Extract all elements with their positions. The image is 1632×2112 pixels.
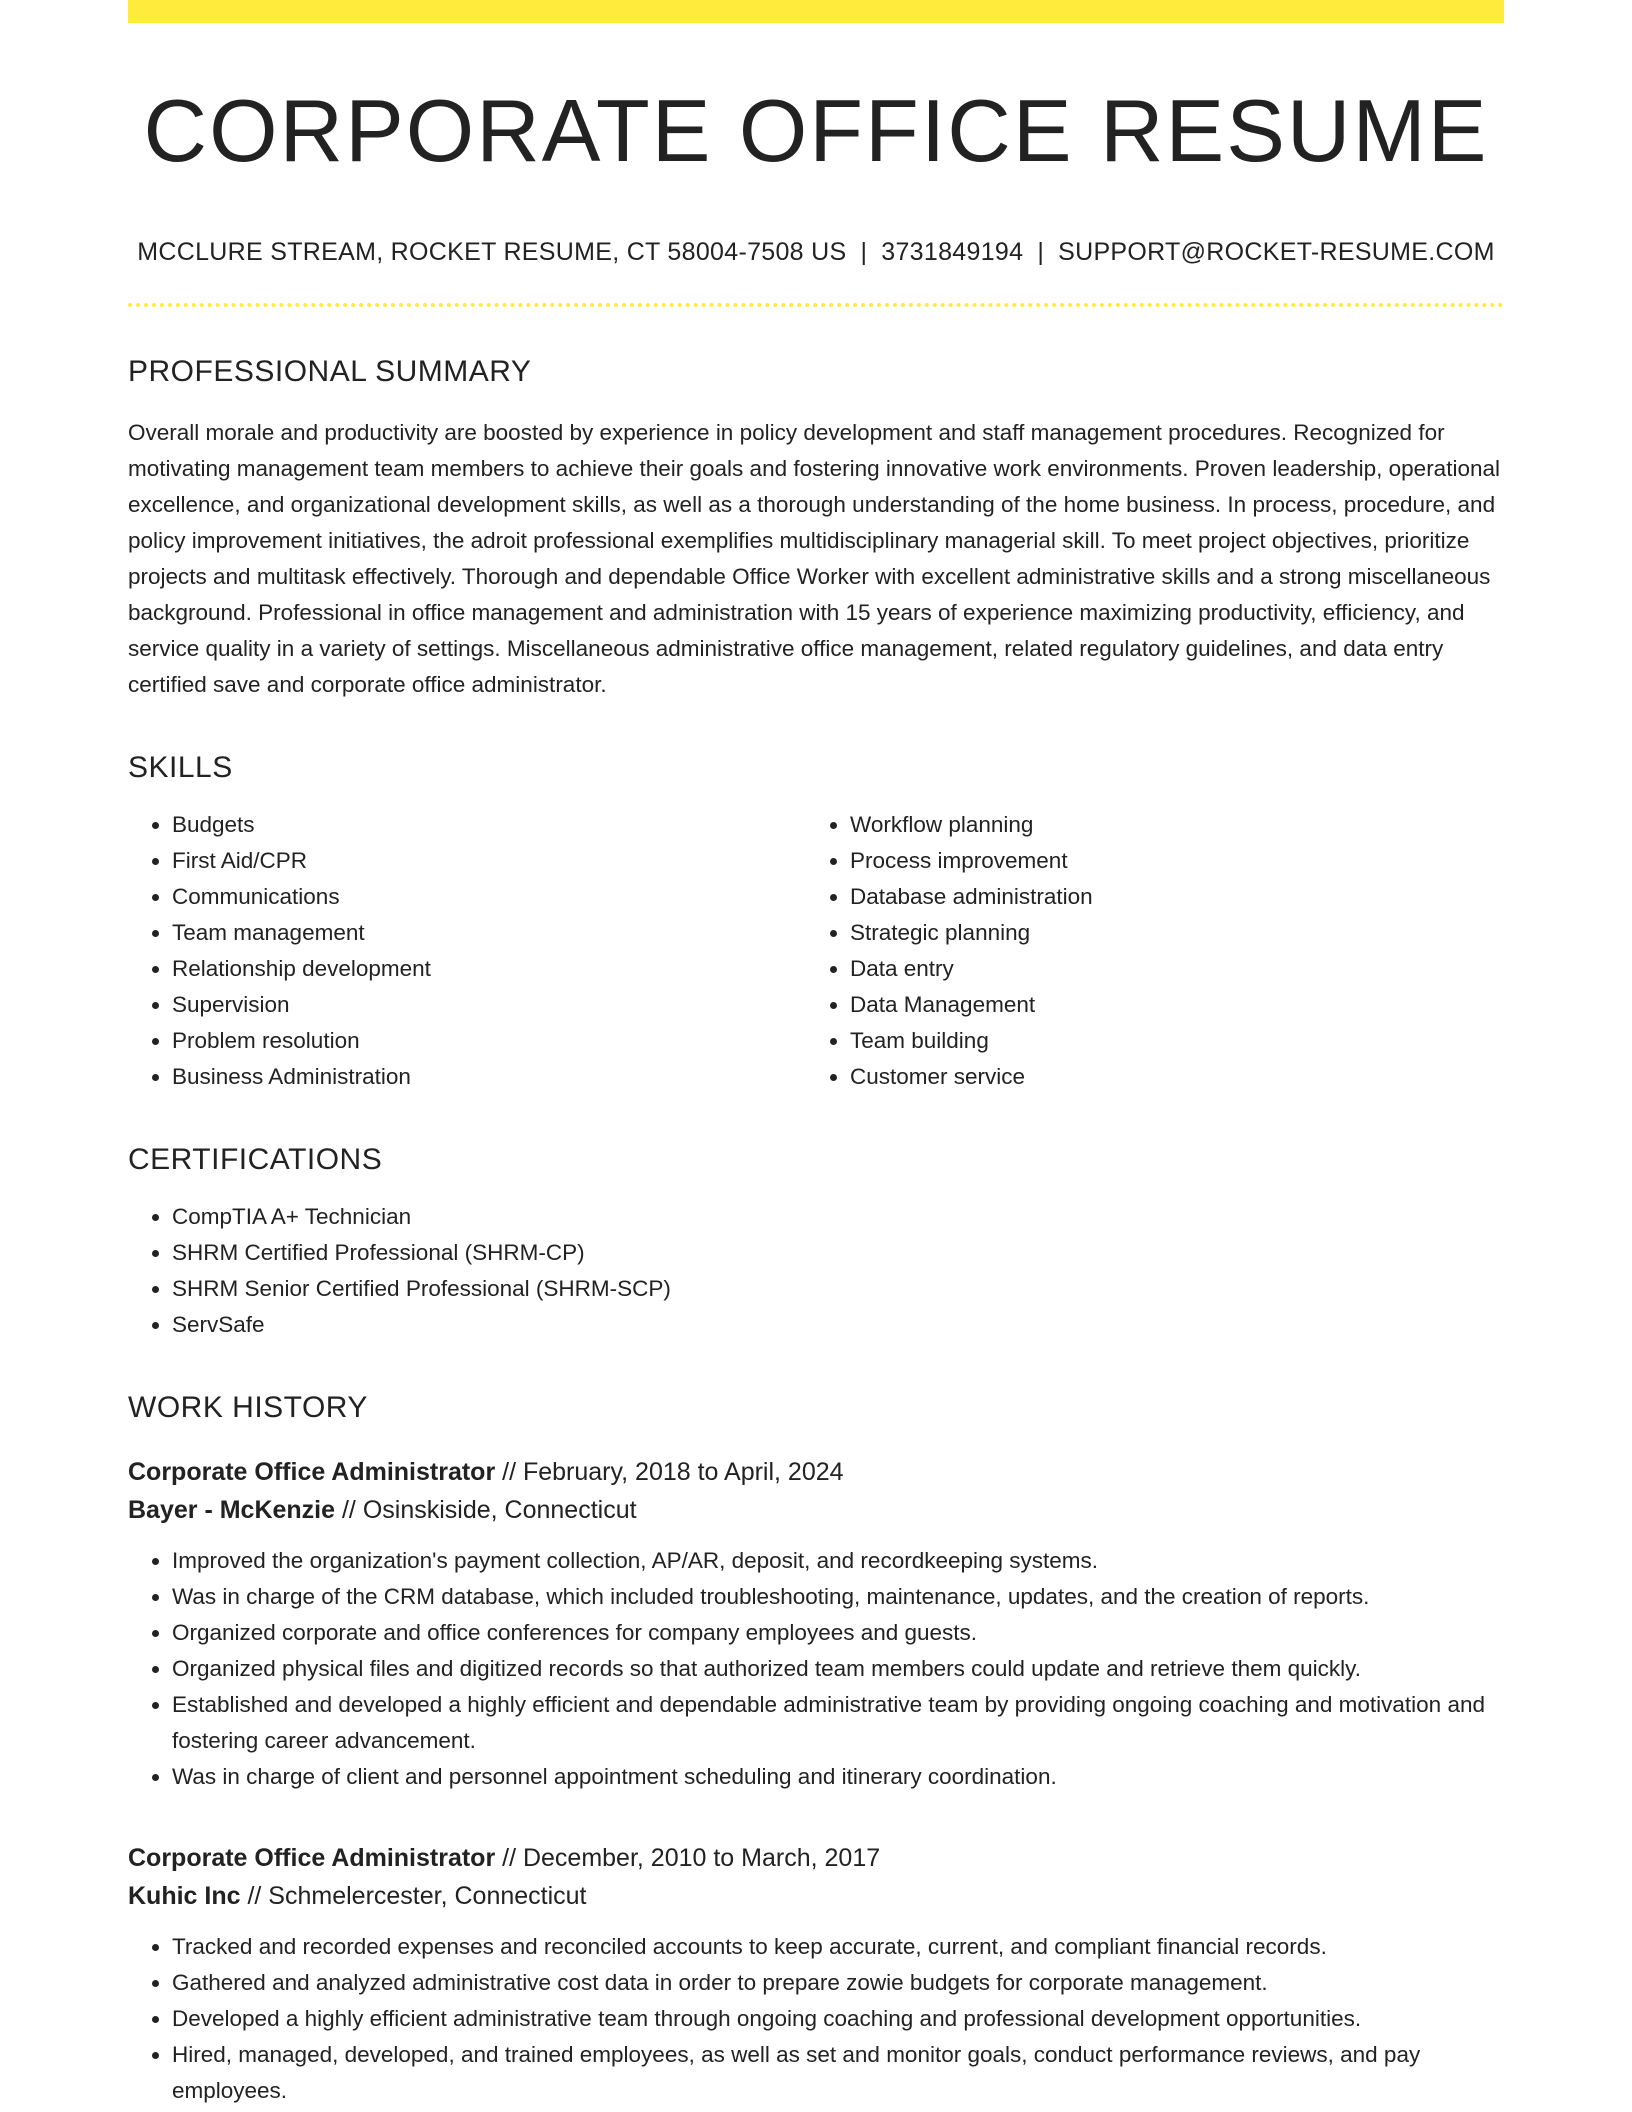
certification-item: • SHRM Certified Professional (SHRM-CP) <box>172 1235 1504 1271</box>
job-company-line <box>128 1491 1504 1529</box>
certification-item: • ServSafe <box>172 1307 1504 1343</box>
skill-item: • Workflow planning <box>850 807 1484 843</box>
job-bullet: • Organized corporate and office conferences for company employees and guests. <box>172 1615 1504 1651</box>
job-bullets <box>128 1543 1504 1795</box>
contact-phone: 3731849194 <box>881 237 1024 266</box>
job-company: Kuhic Inc <box>128 1881 241 1910</box>
skill-item: • Team management <box>172 915 806 951</box>
skill-item: • Data Management <box>850 987 1484 1023</box>
dotted-divider <box>128 303 1504 307</box>
job-bullet: • Hired, managed, developed, and trained employees, as well as set and monitor goals, conduct performance reviews, and pay employees. <box>172 2037 1504 2109</box>
job-title: Corporate Office Administrator <box>128 1457 496 1486</box>
job-bullet: • Gathered and analyzed administrative cost data in order to prepare zowie budgets for corporate management. <box>172 1965 1504 2001</box>
work-history-heading: WORK HISTORY <box>128 1390 368 1424</box>
job-bullet: • Developed a highly efficient administrative team through ongoing coaching and professional development opportunities. <box>172 2001 1504 2037</box>
job-bullet: • Was in charge of the CRM database, which included troubleshooting, maintenance, updates, and the creation of reports. <box>172 1579 1504 1615</box>
skill-item: • Process improvement <box>850 843 1484 879</box>
skill-item: • Data entry <box>850 951 1484 987</box>
skill-item: • First Aid/CPR <box>172 843 806 879</box>
job-bullet: • Tracked and recorded expenses and reconciled accounts to keep accurate, current, and compliant financial records. <box>172 1929 1504 1965</box>
job-company-line <box>128 1877 1504 1915</box>
job-location: // Osinskiside, Connecticut <box>335 1495 637 1524</box>
skill-item: • Budgets <box>172 807 806 843</box>
skill-item: • Supervision <box>172 987 806 1023</box>
skill-item: • Business Administration <box>172 1059 806 1095</box>
contact-line <box>128 238 1504 267</box>
resume-page <box>128 0 1504 2109</box>
skill-item: • Customer service <box>850 1059 1484 1095</box>
certification-item: • CompTIA A+ Technician <box>172 1199 1504 1235</box>
certifications-list <box>128 1199 1504 1343</box>
summary-heading: PROFESSIONAL SUMMARY <box>128 354 532 388</box>
job-bullet: • Organized physical files and digitized records so that authorized team members could update and retrieve them quickly. <box>172 1651 1504 1687</box>
skills-heading: SKILLS <box>128 750 233 784</box>
certifications-heading: CERTIFICATIONS <box>128 1142 383 1176</box>
job-bullet: • Established and developed a highly efficient and dependable administrative team by providing ongoing coaching and motivation and fostering career advancement. <box>172 1687 1504 1759</box>
skill-item: • Strategic planning <box>850 915 1484 951</box>
contact-address: MCCLURE STREAM, ROCKET RESUME, CT 58004-7508 US <box>137 237 847 266</box>
job-company: Bayer - McKenzie <box>128 1495 336 1524</box>
job-bullets <box>128 1929 1504 2109</box>
job-bullet: • Was in charge of client and personnel appointment scheduling and itinerary coordination. <box>172 1759 1504 1795</box>
job-title: Corporate Office Administrator <box>128 1843 496 1872</box>
skill-item: • Relationship development <box>172 951 806 987</box>
skill-item: • Team building <box>850 1023 1484 1059</box>
resume-title: CORPORATE OFFICE RESUME <box>143 81 1489 180</box>
job-dates: // December, 2010 to March, 2017 <box>495 1843 881 1872</box>
skills-column-left <box>128 807 806 1095</box>
skill-item: • Communications <box>172 879 806 915</box>
contact-email: SUPPORT@ROCKET-RESUME.COM <box>1058 237 1495 266</box>
certification-item: • SHRM Senior Certified Professional (SHRM-SCP) <box>172 1271 1504 1307</box>
job-bullet: • Improved the organization's payment collection, AP/AR, deposit, and recordkeeping systems. <box>172 1543 1504 1579</box>
job-location: // Schmelercester, Connecticut <box>240 1881 587 1910</box>
accent-top-bar <box>128 0 1504 23</box>
skills-column-right <box>806 807 1484 1095</box>
job-title-line <box>128 1839 1504 1877</box>
skills-list <box>128 807 1504 1095</box>
job-entry <box>128 1839 1504 2109</box>
job-entry <box>128 1453 1504 1795</box>
contact-separator: | <box>860 237 868 266</box>
skill-item: • Problem resolution <box>172 1023 806 1059</box>
skill-item: • Database administration <box>850 879 1484 915</box>
job-dates: // February, 2018 to April, 2024 <box>495 1457 844 1486</box>
contact-separator: | <box>1037 237 1045 266</box>
job-title-line <box>128 1453 1504 1491</box>
summary-text: Overall morale and productivity are boosted by experience in policy development and staff management procedures. Recognized for motivating management team members to achieve their goals and fostering innovative work environments. Proven leadership, operational excellence, and organizational development skills, as well as a thorough understanding of the home business. In process, procedure, and policy improvement initiatives, the adroit professional exemplifies multidisciplinary managerial skill. To meet project objectives, prioritize projects and multitask effectively. Thorough and dependable Office Worker with excellent administrative skills and a strong miscellaneous background. Professional in office management and administration with 15 years of experience maximizing productivity, efficiency, and service quality in a variety of settings. Miscellaneous administrative office management, related regulatory guidelines, and data entry certified save and corporate office administrator. <box>128 419 1500 697</box>
